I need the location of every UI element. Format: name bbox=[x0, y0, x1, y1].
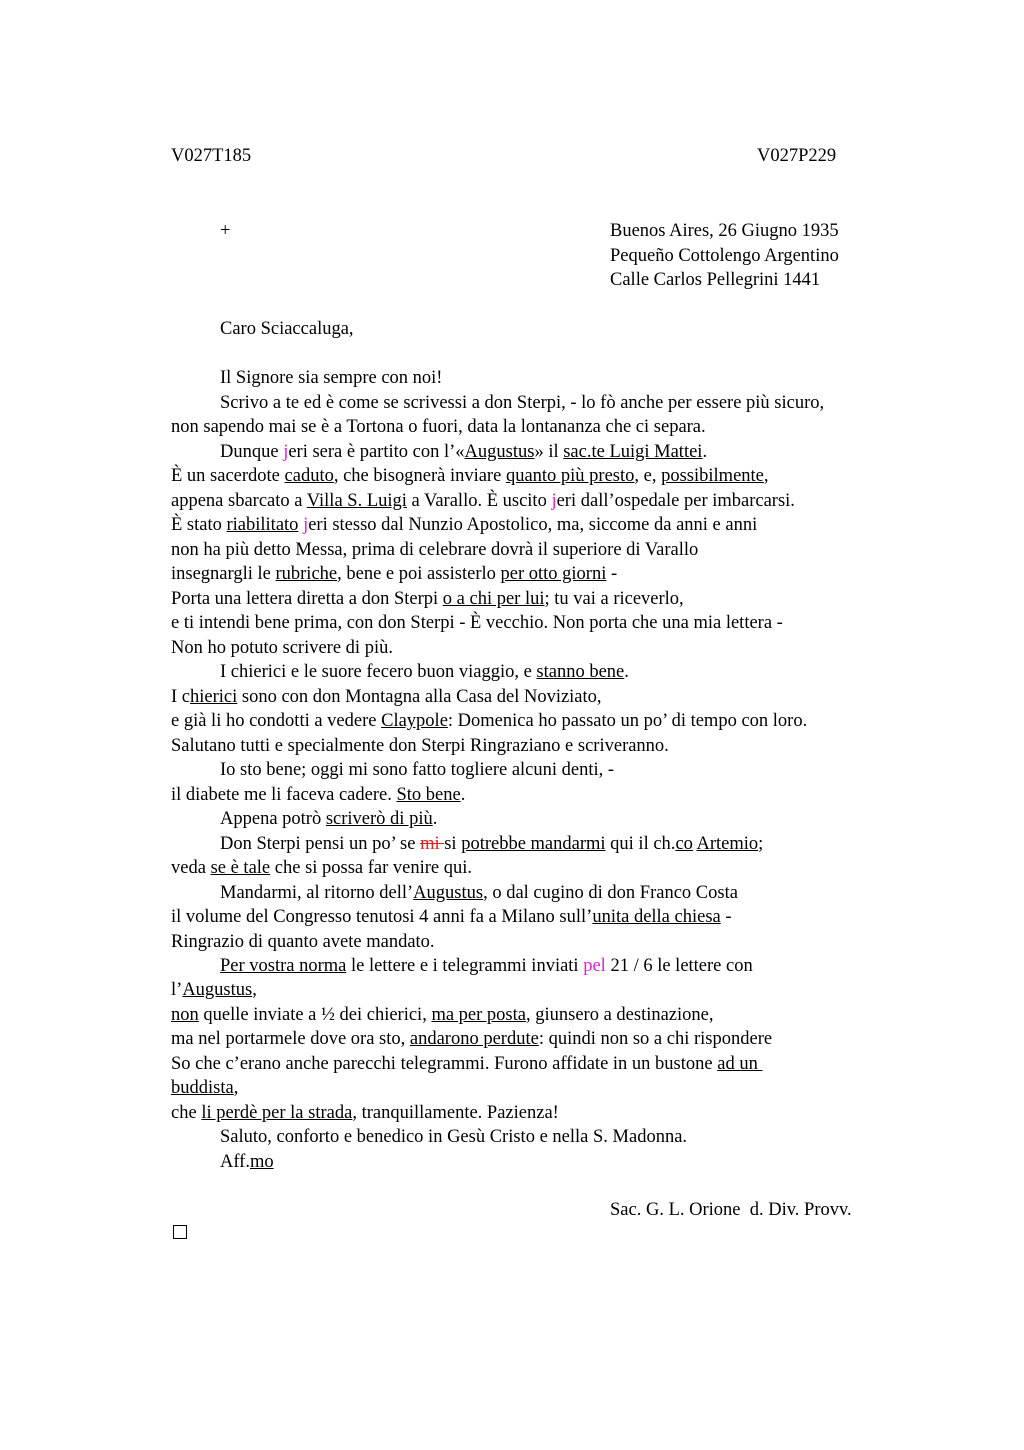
doc-code-right: V027P229 bbox=[757, 146, 837, 166]
address-street: Calle Carlos Pellegrini 1441 bbox=[610, 270, 821, 290]
place-date: Buenos Aires, 26 Giugno 1935 bbox=[610, 221, 839, 241]
body-line: Per vostra norma le lettere e i telegrammi inviati pel 21 / 6 le lettere con bbox=[220, 956, 753, 976]
body-line: Salutano tutti e specialmente don Sterpi Ringraziano e scriveranno. bbox=[171, 736, 669, 756]
body-line: Mandarmi, al ritorno dell’Augustus, o dal cugino di don Franco Costa bbox=[220, 883, 738, 903]
body-line: Appena potrò scriverò di più. bbox=[220, 809, 438, 829]
doc-code-left: V027T185 bbox=[171, 146, 252, 166]
body-line: e ti intendi bene prima, con don Sterpi - È vecchio. Non porta che una mia lettera - bbox=[171, 613, 783, 633]
body-line: non quelle inviate a ½ dei chierici, ma per posta, giunsero a destinazione, bbox=[171, 1005, 714, 1025]
body-line: non ha più detto Messa, prima di celebrare dovrà il superiore di Varallo bbox=[171, 540, 699, 560]
address-institution: Pequeño Cottolengo Argentino bbox=[610, 246, 839, 266]
signature: Sac. G. L. Orione d. Div. Provv. bbox=[610, 1200, 852, 1220]
body-line: Scrivo a te ed è come se scrivessi a don Sterpi, - lo fò anche per essere più sicuro, bbox=[220, 393, 825, 413]
body-line: ma nel portarmele dove ora sto, andarono perdute: quindi non so a chi rispondere bbox=[171, 1029, 773, 1049]
body-line: appena sbarcato a Villa S. Luigi a Varallo. È uscito jeri dall’ospedale per imbarcarsi. bbox=[171, 491, 795, 511]
body-line: veda se è tale che si possa far venire qui. bbox=[171, 858, 473, 878]
body-line: buddista, bbox=[171, 1078, 239, 1098]
body-line: non sapendo mai se è a Tortona o fuori, data la lontananza che ci separa. bbox=[171, 417, 706, 437]
body-line: Io sto bene; oggi mi sono fatto togliere alcuni denti, - bbox=[220, 760, 615, 780]
body-line: Don Sterpi pensi un po’ se mi si potrebbe mandarmi qui il ch.co Artemio; bbox=[220, 834, 764, 854]
body-line: Ringrazio di quanto avete mandato. bbox=[171, 932, 435, 952]
body-line: Il Signore sia sempre con noi! bbox=[220, 368, 443, 388]
body-line: il volume del Congresso tenutosi 4 anni fa a Milano sull’unita della chiesa - bbox=[171, 907, 732, 927]
body-line: Porta una lettera diretta a don Sterpi o a chi per lui; tu vai a riceverlo, bbox=[171, 589, 684, 609]
body-line: che li perdè per la strada, tranquillamente. Pazienza! bbox=[171, 1103, 559, 1123]
body-line: insegnargli le rubriche, bene e poi assisterlo per otto giorni - bbox=[171, 564, 618, 584]
body-line: È stato riabilitato jeri stesso dal Nunzio Apostolico, ma, siccome da anni e anni bbox=[171, 515, 758, 535]
salutation: Caro Sciaccaluga, bbox=[220, 319, 354, 339]
body-line: il diabete me li faceva cadere. Sto bene. bbox=[171, 785, 466, 805]
body-line: e già li ho condotti a vedere Claypole: Domenica ho passato un po’ di tempo con loro. bbox=[171, 711, 808, 731]
body-line: I chierici sono con don Montagna alla Casa del Noviziato, bbox=[171, 687, 602, 707]
body-line: Saluto, conforto e benedico in Gesù Cristo e nella S. Madonna. bbox=[220, 1127, 688, 1147]
body-line: I chierici e le suore fecero buon viaggio, e stanno bene. bbox=[220, 662, 629, 682]
body-line: Non ho potuto scrivere di più. bbox=[171, 638, 393, 658]
body-line: So che c’erano anche parecchi telegrammi. Furono affidate in un bustone ad un bbox=[171, 1054, 763, 1074]
body-line: l’Augustus, bbox=[171, 980, 257, 1000]
cross-mark: + bbox=[220, 221, 231, 241]
body-line: Dunque jeri sera è partito con l’«Augustus» il sac.te Luigi Mattei. bbox=[220, 442, 708, 462]
body-line: Aff.mo bbox=[220, 1152, 274, 1172]
body-line: È un sacerdote caduto, che bisognerà inviare quanto più presto, e, possibilmente, bbox=[171, 466, 769, 486]
end-marker-box bbox=[173, 1225, 187, 1239]
